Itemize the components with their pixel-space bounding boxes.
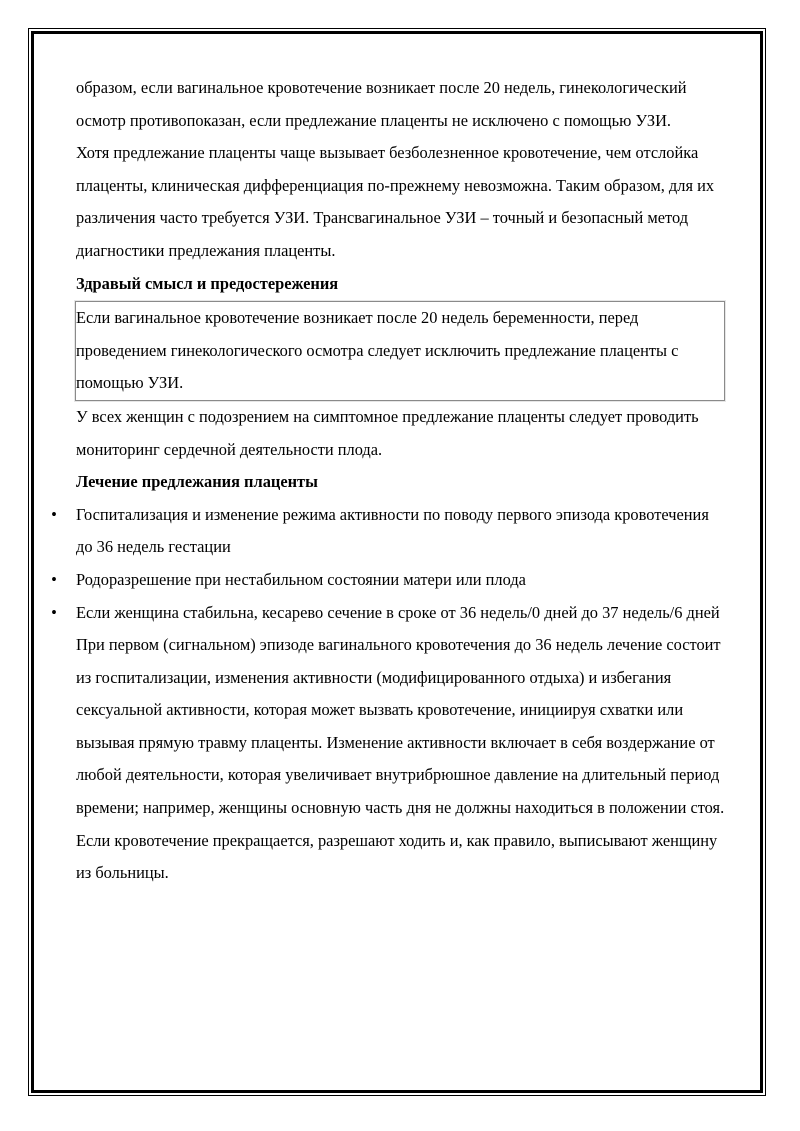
list-item-text: Родоразрешение при нестабильном состоянии матери или плода [76,569,526,589]
list-item [51,597,726,630]
paragraph-intro: образом, если вагинальное кровотечение возникает после 20 недель, гинекологический осмотр противопоказан, если предлежание плаценты не исключено с помощью УЗИ. [76,78,687,130]
bullet-icon: • [51,569,57,589]
bullet-icon: • [51,602,57,622]
paragraph-monitoring: У всех женщин с подозрением на симптомное предлежание плаценты следует проводить мониторинг сердечной деятельности плода. [76,406,699,459]
treatment-bullet-list [51,499,726,629]
paragraph-differentiation: Хотя предлежание плаценты чаще вызывает безболезненное кровотечение, чем отслойка плаценты, клиническая дифференциация по-прежнему невозможна. Таким образом, для их различения часто требуется УЗИ. Трансвагинальное УЗИ – точный и безопасный метод диагностики предлежания плаценты. [76,143,715,260]
caution-note-box [75,301,725,401]
bullet-icon: • [51,504,57,524]
paragraph-treatment-body: При первом (сигнальном) эпизоде вагинального кровотечения до 36 недель лечение состоит из госпитализации, изменения активности (модифицированного отдыха) и избегания сексуальной активности, которая может вызвать кровотечение, инициируя схватки или вызывая прямую травму плаценты. Изменение активности включает в себя воздержание от любой деятельности, которая увеличивает внутрибрюшное давление на длительный период времени; например, женщины основную часть дня не должны находиться в положении стоя. Если кровотечение прекращается, разрешают ходить и, как правило, выписывают женщину из больницы. [76,635,725,883]
heading-treatment: Лечение предлежания плаценты [76,472,318,492]
heading-caution: Здравый смысл и предостережения [76,268,726,302]
list-item [51,564,726,597]
caution-note-text: Если вагинальное кровотечение возникает после 20 недель беременности, перед проведением гинекологического осмотра следует исключить предлежание плаценты с помощью УЗИ. [76,308,679,393]
list-item-text: Если женщина стабильна, кесарево сечение в сроке от 36 недель/0 дней до 37 недель/6 дней [76,602,720,622]
list-item [51,499,726,564]
list-item-text: Госпитализация и изменение режима активности по поводу первого эпизода кровотечения до 36 недель гестации [76,504,709,557]
document-body [51,72,726,890]
